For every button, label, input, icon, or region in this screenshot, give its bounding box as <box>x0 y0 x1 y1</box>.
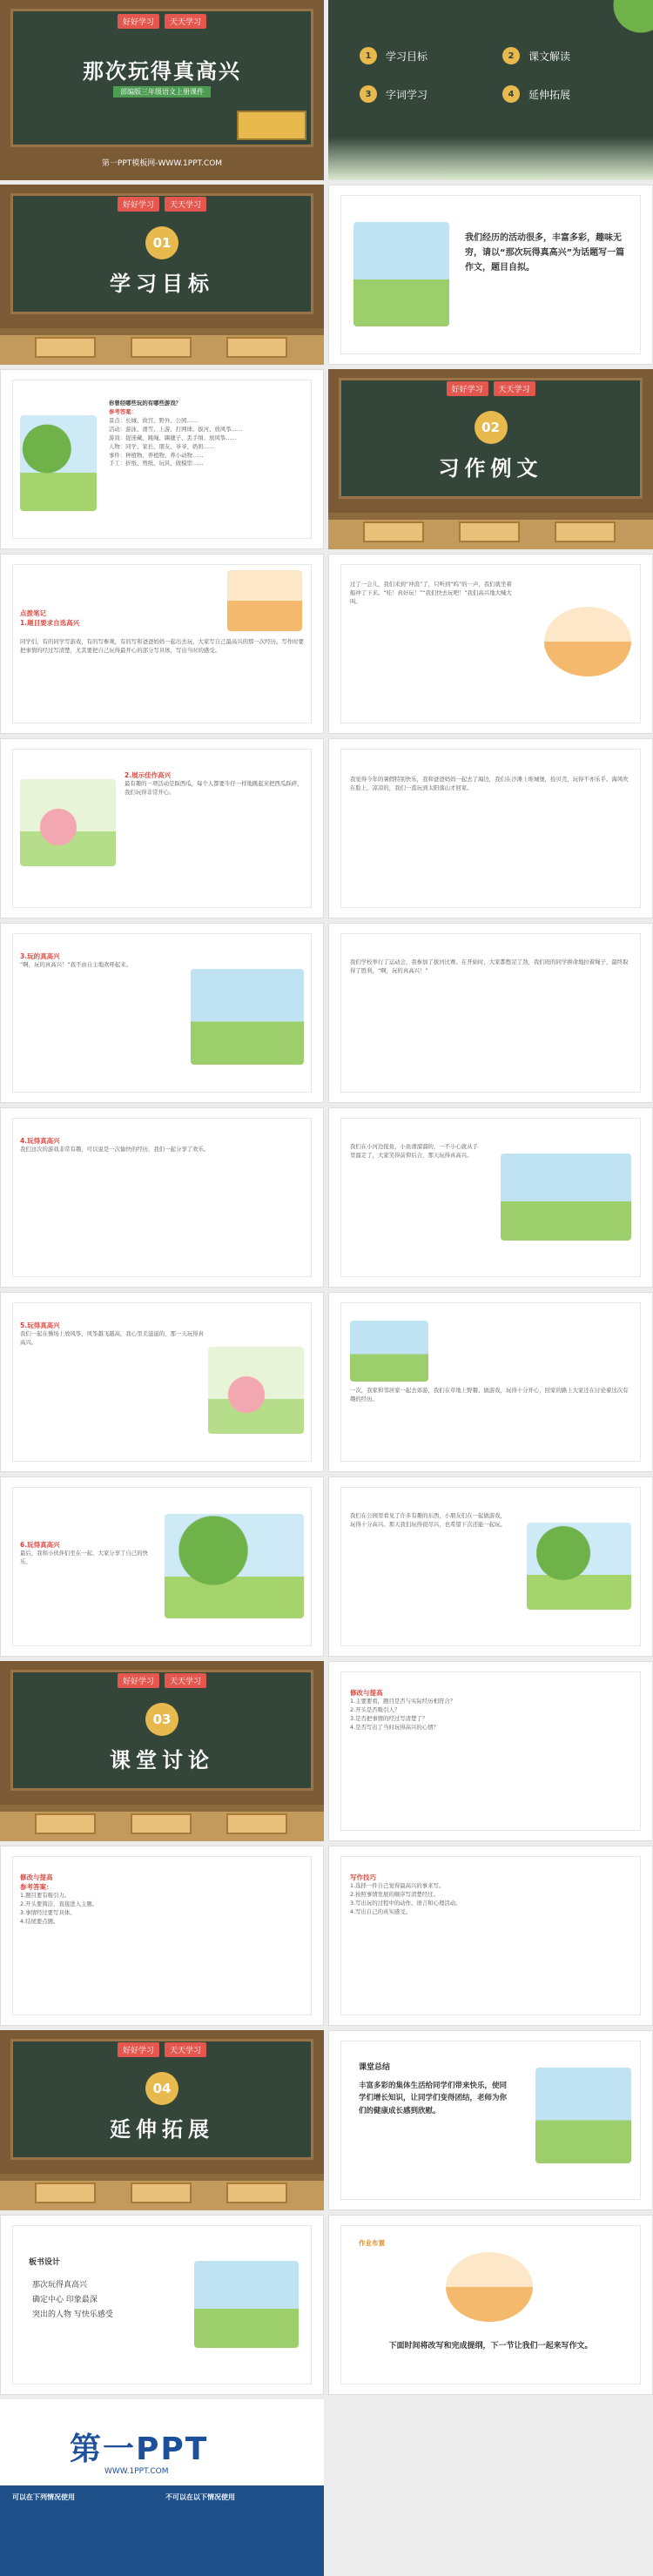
essay-slide[interactable] <box>328 554 653 734</box>
essay-text: 最后，我和小伙伴们坐在一起，大家分享了自己的快乐。 <box>20 1550 148 1565</box>
overview-item[interactable]: 2 课文解读 <box>502 47 570 64</box>
essay-slide[interactable] <box>328 738 653 918</box>
leaf-icon <box>592 0 653 52</box>
essay-slide[interactable]: 2.展示佳作高兴 最有趣的一项活动是踩西瓜，每个人都要牛仔一样地跳起来把西瓜踩碎，我们玩得非常开心。 <box>0 738 324 918</box>
tree-illustration <box>165 1514 304 1618</box>
essay-slide[interactable]: 点拨笔记 1.题目要求自选高兴 同学们，有的同学写游戏，有的写参观，有的写和爸爸妈妈一起出去玩，大家写自己最高兴的那一次经历。写作时要把事情的经过写清楚，尤其要把自己玩得最开心的部分写具体，写出当时的感受。 <box>0 554 324 734</box>
essay-slide[interactable]: 5.玩得真高兴 我们一起在操场上放风筝，风筝越飞越高，我心里美滋滋的，那一天玩得真高兴。 <box>0 1292 324 1472</box>
homework-slide[interactable]: 作业布置 下面时间将改写和完成提纲，下一节让我们一起来写作文。 <box>328 2215 653 2395</box>
tag: 好好学习 <box>118 14 159 29</box>
footer: 可以在下列情况使用 不可以在以下情况使用 <box>0 2485 324 2576</box>
overview-item[interactable]: 4 延伸拓展 <box>502 85 570 103</box>
section-slide-03[interactable]: 好好学习 天天学习 03 课堂讨论 <box>0 1661 324 1841</box>
essay-text: 过了一会儿，我们来到“冲浪”了，只听到“呜”的一声，我们就坐着船冲了下来。“哇！真好玩！”“我们快去玩吧！”我们高兴地大喊大叫。 <box>350 581 512 605</box>
books-icon <box>237 111 306 140</box>
logo: 第一PPT <box>70 2431 209 2467</box>
essay-text: 我们这次的游戏非常有趣，可以说是一次愉快的经历，我们一起分享了欢乐。 <box>20 1146 210 1153</box>
kids-playing-illustration <box>227 570 302 631</box>
section-title: 延伸拓展 <box>110 2117 214 2142</box>
essay-slide[interactable]: 4.玩得真高兴 我们这次的游戏非常有趣，可以说是一次愉快的经历，我们一起分享了欢乐。 <box>0 1107 324 1288</box>
section-number: 04 <box>145 2072 178 2105</box>
overview-slide[interactable] <box>328 0 653 180</box>
essay-text: 最有趣的一项活动是踩西瓜，每个人都要牛仔一样地跳起来把西瓜踩碎，我们玩得非常开心。 <box>125 780 303 796</box>
credit-text: 第一PPT模板网-WWW.1PPT.COM <box>101 159 223 168</box>
discussion-slide[interactable]: 修改与提高 1.主要要看，题目是否与实际经历相符合？ 2.开头是否吸引人？ 3.是否把事情的经过写清楚了？ 4.是否写出了当时玩得高兴的心情？ <box>328 1661 653 1841</box>
summary-text: 丰富多彩的集体生活给同学们带来快乐，使同学们增长知识，让同学们变得团结，老师为你们的健康成长感到欣慰。 <box>359 2082 508 2115</box>
section-slide-04[interactable]: 好好学习 天天学习 04 延伸拓展 <box>0 2030 324 2210</box>
board-slide[interactable]: 板书设计 那次玩得真高兴 确定中心 印象最深 突出的人物 写快乐感受 <box>0 2215 324 2395</box>
goal-text: 我们经历的活动很多，丰富多彩，趣味无穷，请以“那次玩得真高兴”为话题写一篇作文，题目自拟。 <box>465 233 625 272</box>
essay-text: 一次，我家和邻居家一起去郊游，我们在草地上野餐、做游戏，玩得十分开心，回家的路上大家还在讨论着这次有趣的经历。 <box>350 1387 629 1402</box>
essay-slide[interactable] <box>328 1292 653 1472</box>
essay-text: 我们在小河边捉鱼，小鱼滑溜溜的，一不小心就从手里溜走了，大家笑得前仰后合，那天玩得真高兴。 <box>350 1143 478 1159</box>
section-slide-01[interactable]: 好好学习 天天学习 01 学习目标 <box>0 185 324 365</box>
essay-text: 我们一起在操场上放风筝，风筝越飞越高，我心里美滋滋的，那一天玩得真高兴。 <box>20 1330 204 1346</box>
section-title: 学习目标 <box>110 272 214 296</box>
essay-text: 同学们，有的同学写游戏，有的写参观，有的写和爸爸妈妈一起出去玩，大家写自己最高兴的那一次经历。写作时要把事情的经过写清楚，尤其要把自己玩得最开心的部分写具体，写出当时的感受。 <box>20 638 304 654</box>
essay-text: 我们在公园里看见了许多有趣的东西，小朋友们在一起做游戏，玩得十分高兴。那天我们玩得很尽兴，也希望下次还能一起玩。 <box>350 1512 506 1528</box>
section-number: 03 <box>145 1703 178 1736</box>
kids-illustration <box>194 2261 299 2348</box>
essay-slide[interactable]: 3.玩的真高兴 “啊，玩的真高兴！”我不由自主地欢呼起来。 <box>0 923 324 1103</box>
summary-slide[interactable]: 课堂总结 丰富多彩的集体生活给同学们带来快乐，使同学们增长知识，让同学们变得团结，老师为你们的健康成长感到欣慰。 <box>328 2030 653 2210</box>
section-title: 课堂讨论 <box>110 1748 214 1772</box>
farm-illustration <box>208 1347 304 1434</box>
section-number: 02 <box>475 411 508 444</box>
essay-slide[interactable] <box>328 1107 653 1288</box>
overview-item[interactable]: 1 学习目标 <box>360 47 427 64</box>
kids-illustration <box>446 2252 533 2322</box>
essay-slide[interactable] <box>328 923 653 1103</box>
essay-slide[interactable]: 6.玩得真高兴 最后，我和小伙伴们坐在一起，大家分享了自己的快乐。 <box>0 1476 324 1657</box>
tips-slide[interactable]: 写作技巧 1.选择一件自己觉得最高兴的事来写。 2.按照事情发展的顺序写清楚经过。 3.写出玩的过程中的动作、语言和心理活动。 4.写出自己的真实感受。 <box>328 1846 653 2026</box>
cover-slide[interactable] <box>0 0 324 180</box>
section-title: 习作例文 <box>438 456 543 481</box>
overview-item[interactable]: 3 字词学习 <box>360 85 427 103</box>
homework-text: 下面时间将改写和完成提纲，下一节让我们一起来写作文。 <box>388 2342 593 2351</box>
essay-text: “啊，玩的真高兴！”我不由自主地欢呼起来。 <box>20 961 132 968</box>
kids-illustration <box>350 1321 428 1382</box>
activity-slide[interactable]: 你曾经哪些玩的有哪些游戏？ 参考答案： 景点：长城、故宫、野外、公园…… 活动：游泳、滑雪、上游、打网球、拔河、放风筝…… 游戏：捉迷藏、跳绳、踢毽子、丢手绢、放风筝…… 人物：同学、家长、朋友、爷爷、奶奶…… 事件：种植物、养植物、养小动物…… 手工：折纸、剪纸、玩具、做模型…… <box>0 369 324 549</box>
kids-illustration <box>353 222 449 326</box>
boat-illustration <box>544 607 631 676</box>
section-slide-02[interactable]: 好好学习 天天学习 02 习作例文 <box>328 369 653 549</box>
goal-slide[interactable] <box>328 185 653 365</box>
essay-slide[interactable] <box>328 1476 653 1657</box>
farm-illustration <box>20 779 116 866</box>
section-number: 01 <box>145 226 178 259</box>
kids-illustration <box>535 2068 631 2163</box>
tree-illustration <box>527 1523 631 1610</box>
cover-subtitle: 部编版三年级语文上册课件 <box>0 87 324 97</box>
kids-illustration <box>501 1153 631 1241</box>
kids-illustration <box>191 969 304 1065</box>
essay-text: 我觉得今年的暑假特别快乐，我和爸爸妈妈一起去了海边，我们在沙滩上堆城堡，捡贝壳，玩得不亦乐乎。海风吹在脸上，凉凉的，我们一直玩到太阳落山才回家。 <box>350 776 629 791</box>
cover-title: 那次玩得真高兴 <box>83 59 241 84</box>
logo-url: WWW.1PPT.COM <box>104 2467 169 2476</box>
question: 你曾经哪些玩的有哪些游戏？ <box>109 400 182 407</box>
essay-text: 我们学校举行了运动会，我参加了拔河比赛。在开始时，大家都憋足了劲，我们班的同学拼命地拉着绳子，最终取得了胜利，“啊，玩的真高兴！” <box>350 958 629 974</box>
tree-illustration <box>20 415 97 511</box>
tag: 天天学习 <box>165 14 206 29</box>
discussion-slide[interactable]: 修改与提高 参考答案： 1.题目要有吸引力。 2.开头要简洁，直接进入主题。 3.事情经过要写具体。 4.结尾要点题。 <box>0 1846 324 2026</box>
